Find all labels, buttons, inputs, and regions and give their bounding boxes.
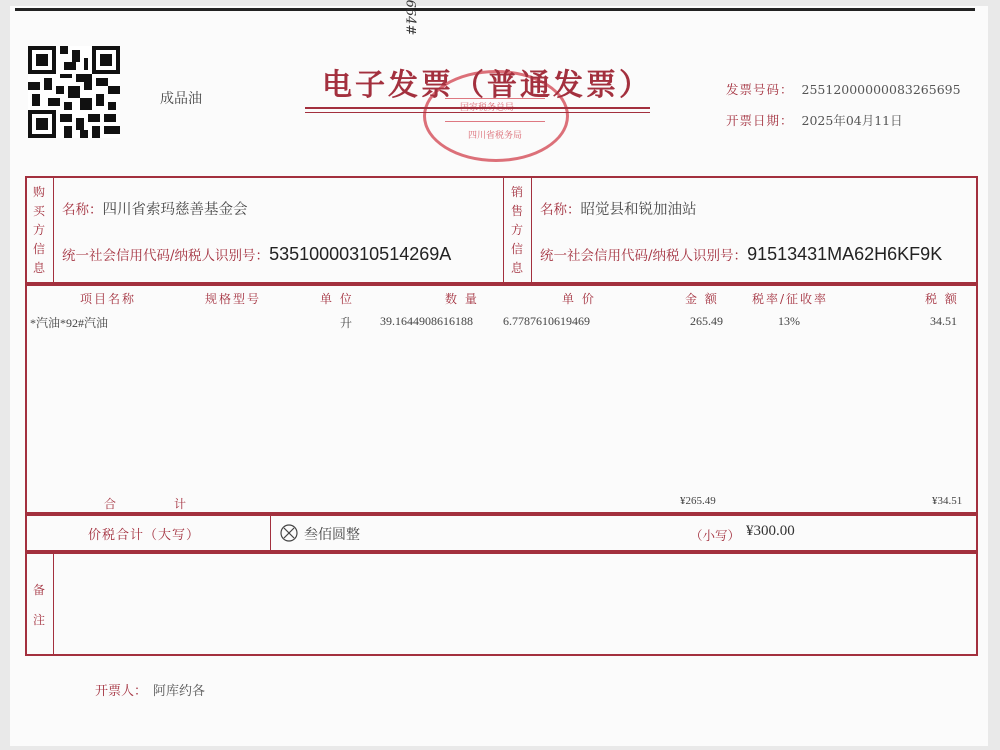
title-underline — [305, 107, 650, 109]
divider — [53, 551, 54, 654]
buyer-code-row — [62, 244, 451, 265]
col-header-amount: 金 额 — [685, 292, 719, 306]
qr-code-icon — [28, 46, 120, 138]
invoice-number-label: 发票号码： — [726, 82, 794, 97]
item-tax-rate: 13% — [778, 314, 800, 328]
buyer-name: 四川省索玛慈善基金会 — [102, 202, 248, 218]
grand-total-small-label: （小写） — [690, 528, 741, 543]
issuer-row — [95, 680, 205, 699]
grand-total-small-value: ¥300.00 — [746, 523, 795, 539]
divider — [270, 513, 271, 552]
col-header-tax-rate: 税率/征收率 — [752, 292, 829, 306]
issuer-name: 阿库约各 — [153, 684, 206, 699]
seller-section-label: 销 售 方 信 息 — [510, 185, 523, 275]
buyer-code-label: 统一社会信用代码/纳税人识别号： — [62, 248, 270, 264]
col-header-tax: 税 额 — [925, 292, 959, 306]
seller-name-row — [540, 198, 697, 219]
total-amount: ¥265.49 — [680, 495, 716, 507]
buyer-name-row — [62, 198, 248, 219]
seller-name-label: 名称： — [540, 202, 581, 218]
issuer-label: 开票人： — [95, 684, 148, 699]
col-header-spec: 规格型号 — [205, 292, 262, 306]
grand-total-label: 价税合计（大写） — [88, 528, 201, 543]
issue-date-label: 开票日期： — [726, 113, 794, 128]
item-name: *汽油*92#汽油 — [30, 316, 109, 330]
divider — [503, 177, 504, 283]
top-border — [15, 8, 975, 11]
title-underline-thin — [305, 112, 650, 113]
seller-code-label: 统一社会信用代码/纳税人识别号： — [540, 248, 748, 264]
item-unit: 升 — [340, 316, 353, 330]
divider — [531, 177, 532, 283]
grand-total-uppercase: 叁佰圆整 — [304, 527, 360, 543]
col-header-name: 项目名称 — [80, 292, 137, 306]
invoice-number: 25512000000083265695 — [801, 82, 961, 97]
invoice-title: 电子发票（普通发票） — [322, 68, 652, 103]
remarks-section — [25, 550, 978, 656]
handwritten-note: 664# — [402, 0, 418, 36]
buyer-name-label: 名称： — [62, 202, 103, 218]
seal-text-bottom: 四川省税务局 — [468, 131, 523, 141]
divider — [53, 177, 54, 283]
seller-tax-id: 91513431MA62H6KF9K — [747, 244, 943, 264]
circle-x-icon — [280, 524, 298, 542]
item-unit-price: 6.7787610619469 — [503, 314, 590, 328]
item-tax: 34.51 — [930, 314, 957, 328]
total-tax: ¥34.51 — [932, 495, 963, 507]
item-amount: 265.49 — [690, 314, 723, 328]
buyer-section-label: 购 买 方 信 息 — [32, 185, 45, 275]
col-header-unit-price: 单 价 — [562, 292, 596, 306]
party-section — [25, 176, 978, 286]
remarks-label: 备 注 — [32, 583, 45, 627]
invoice-category: 成品油 — [160, 91, 202, 107]
invoice-number-row — [726, 80, 961, 98]
seller-code-row — [540, 244, 942, 265]
total-label: 合 计 — [104, 497, 189, 511]
col-header-quantity: 数 量 — [445, 292, 479, 306]
buyer-tax-id: 53510000310514269A — [269, 244, 452, 264]
items-table — [25, 282, 978, 516]
issue-date-row — [726, 111, 903, 129]
col-header-unit: 单 位 — [320, 292, 354, 306]
issue-date: 2025年04月11日 — [801, 113, 903, 128]
seller-name: 昭觉县和锐加油站 — [580, 202, 697, 218]
item-quantity: 39.1644908616188 — [380, 314, 473, 328]
